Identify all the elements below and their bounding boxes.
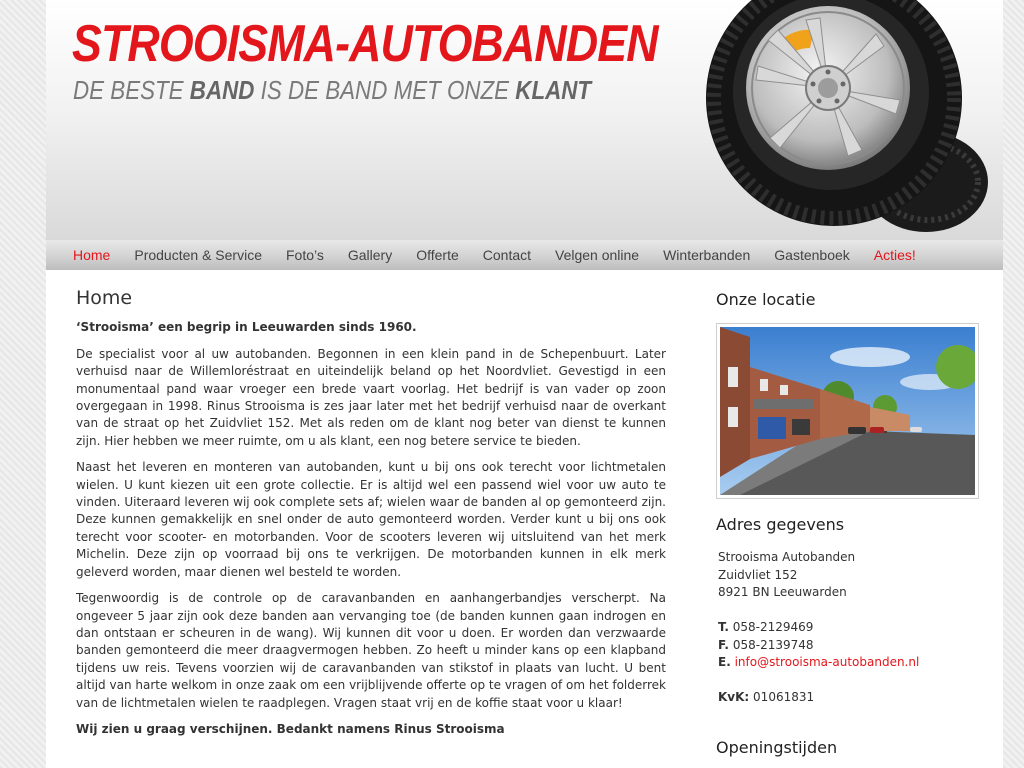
main-nav <box>46 240 1003 270</box>
kvk-label: KvK: <box>718 690 750 704</box>
paragraph-history: De specialist voor al uw autobanden. Begonnen in een klein pand in de Schepenbuurt. Later verhuisd naar de Willemloréstraat en uiteindelijk beland op het Noordvliet. Gevestigd in een monumentaal pand waar vroeger een brede vaart voorlag. Het bedrijf is van vader op zoon overgegaan in 1998. Rinus Strooisma is zes jaar later met het bedrijf verhuisd naar de overkant van de straat op het Zuidvliet 152. Met als reden om de klant nog beter van dienst te kunnen zijn. Hier hebben we meer ruimte, om u als klant, een nog betere service te bieden. <box>76 346 666 448</box>
page-title: Home <box>76 287 133 309</box>
nav-producten-service[interactable]: Producten & Service <box>134 247 262 263</box>
fax-line <box>718 637 976 655</box>
site-tagline <box>73 75 591 106</box>
fax-value: 058-2139748 <box>732 637 814 652</box>
nav-contact[interactable]: Contact <box>482 247 532 263</box>
nav-offerte[interactable]: Offerte <box>416 247 459 263</box>
closing-text: Wij zien u graag verschijnen. Bedankt namens Rinus Strooisma <box>76 721 505 736</box>
tire-image <box>686 0 1003 240</box>
address-block <box>718 549 976 707</box>
tagline-bold-2: KLANT <box>515 75 592 105</box>
phone-value: 058-2129469 <box>732 620 814 634</box>
tagline-bold-1: BAND <box>189 75 255 105</box>
kvk-value: 01061831 <box>753 690 815 704</box>
site-logo-title[interactable]: STROOISMA-AUTOBANDEN <box>72 15 658 73</box>
nav-fotos[interactable]: Foto’s <box>285 247 324 263</box>
location-photo[interactable] <box>716 323 979 499</box>
street-photo <box>720 327 975 495</box>
nav-gallery[interactable]: Gallery <box>347 247 393 263</box>
nav-gastenboek[interactable]: Gastenboek <box>774 247 850 263</box>
sidebar <box>716 290 976 757</box>
address-name: Strooisma Autobanden <box>718 550 856 564</box>
paragraph-wheels: Naast het leveren en monteren van autobanden, kunt u bij ons ook terecht voor lichtmetalen wielen. U kunt kiezen uit een grote collectie. Er is altijd wel een passend wiel voor uw auto te vinden. Uiteraard leveren wij ook complete sets af; wielen waar de banden al op gemonteerd zijn. Deze kunnen gemakkelijk en snel onder de auto gemonteerd worden. Verder kunt u bij ons ook terecht voor scooter- en motorbanden. Voor de scooters leveren wij uitsluitend van het merk Michelin. Deze zijn op voorraad bij ons te verkrijgen. De motorbanden kunnen in elk merk geleverd worden, maar dienen wel besteld te worden. <box>76 460 666 579</box>
intro-paragraph <box>76 319 666 336</box>
closing-paragraph <box>76 721 666 738</box>
nav-velgen-online[interactable]: Velgen online <box>555 247 640 263</box>
tagline-part-2: IS DE BAND MET ONZE <box>254 75 516 105</box>
email-line <box>718 654 976 672</box>
phone-line <box>718 619 976 637</box>
phone-label: T. <box>718 620 729 634</box>
tagline-part-1: DE BESTE <box>73 75 190 105</box>
nav-home[interactable]: Home <box>73 247 111 263</box>
email-link[interactable]: info@strooisma-autobanden.nl <box>734 655 920 669</box>
paragraph-caravan: Tegenwoordig is de controle op de caravanbanden en aanhangerbandjes verscherpt. Na ongeveer 5 jaar zijn ook deze banden aan vervanging toe (de banden kunnen gaan indrogen en dan ontstaan er scheuren in de wang). Wij kunnen dit voor u doen. Er worden dan verzwaarde banden gemonteerd die meer draagvermogen hebben. Zo heeft u minder kans op een klapband tijdens uw reis. Tevens voorzien wij de caravanbanden van stikstof in plaats van lucht. U bent altijd van harte welkom in onze zaak om een vrijblijvende offerte op te vragen of om het folderrek van de lichtmetalen wielen te raadplegen. Vragen staat vrij en de koffie staat voor u klaar! <box>76 591 666 710</box>
kvk-line <box>718 689 976 707</box>
intro-text: ‘Strooisma’ een begrip in Leeuwarden sinds 1960. <box>76 320 417 335</box>
address-city: 8921 BN Leeuwarden <box>718 585 847 599</box>
page <box>46 0 1003 768</box>
address-street: Zuidvliet 152 <box>718 567 798 582</box>
header <box>46 0 1003 240</box>
fax-label: F. <box>718 637 729 652</box>
main-content <box>76 287 666 747</box>
hours-title: Openingstijden <box>716 737 838 757</box>
address-title: Adres gegevens <box>716 515 845 534</box>
nav-acties[interactable]: Acties! <box>873 247 916 263</box>
nav-winterbanden[interactable]: Winterbanden <box>663 247 751 263</box>
location-title: Onze locatie <box>716 290 816 309</box>
email-label: E. <box>718 655 731 669</box>
